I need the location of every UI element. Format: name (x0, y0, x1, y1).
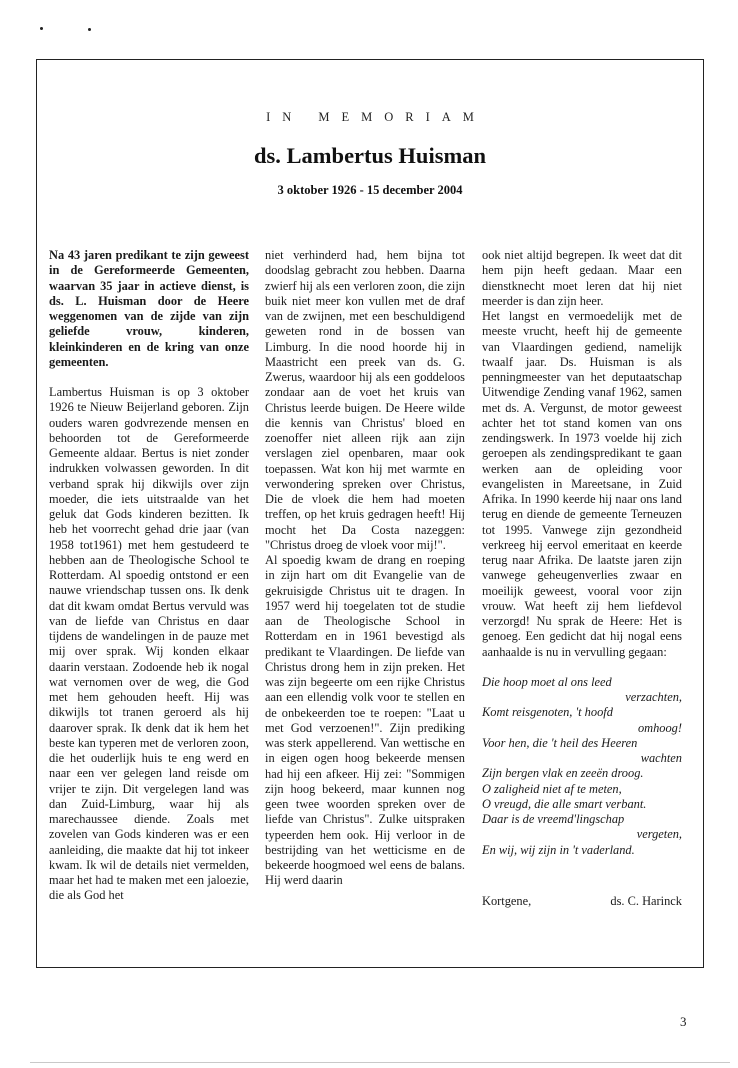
body-paragraph-5: Het langst en vermoedelijk met de meeste vrucht, heeft hij de gemeente van Vlaardingen gediend, namelijk twaalf jaar. Ds. Huisman is als penningmeester van het deputaatschap Uitwendige Zending vanaf 1962, samen met ds. A. Vergunst, de motor geweest achter het tot stand komen van ons zendingswerk. In 1973 voelde hij zich geroepen als zendingspredikant te gaan werken aan de opleiding voor evangelisten in Mareetsane, in Zuid Afrika. In 1990 keerde hij naar ons land terug en diende de gemeente Terneuzen tot 1995. Vanwege zijn gezondheid verkreeg hij eervol emeritaat en keerde terug naar Afrika. De laatste jaren zijn vanwege geheugenverlies zwaar en moeilijk geweest, vooral voor zijn vrouw. Wat heeft zij hem liefdevol verzorgd! Nu sprak de Heere: Het is genoeg. Een gedicht dat hij nogal eens aanhaalde is nu in vervulling gegaan: (482, 309, 682, 659)
signature-author: ds. C. Harinck (610, 893, 682, 908)
kicker: IN MEMORIAM (266, 110, 486, 124)
poem-line: Die hoop moet al ons leed (482, 674, 612, 689)
body-paragraph-2: niet verhinderd had, hem bijna tot doodslag gebracht zou hebben. Daarna zwierf hij als een verloren zoon, die zijn buik niet meer kon vullen met de draf van de zwijnen, met een beschuldigend geweten rond in de bossen van Limburg. In die nood hoorde hij in Maastricht een preek van ds. G. Zwerus, waardoor hij als een goddeloos zondaar aan de voet het kruis van Christus leerde buigen. De Heere wilde die kennis van Christus' bloed en zoenoffer niet alleen rijk aan zijn verslagen ziel openbaren, maar ook toepassen. Wat kon hij met warmte en verwondering spreken over Christus, Die de vloek die hem had moeten treffen, op het kruis gedragen heeft! Hij mocht het Da Costa nazeggen: "Christus droeg de vloek voor mij!". (265, 248, 465, 552)
poem-line: Voor hen, die 't heil des Heeren (482, 735, 638, 750)
poem-line: omhoog! (637, 720, 682, 735)
poem-line: vergeten, (636, 827, 682, 842)
poem-line: O vreugd, die alle smart verbant. (482, 796, 647, 811)
poem-line: O zaligheid niet af te meten, (482, 781, 622, 796)
poem-line: Zijn bergen vlak en zeeën droog. (482, 766, 644, 781)
body-paragraph-1: Lambertus Huisman is op 3 oktober 1926 te Nieuw Beijerland geboren. Zijn ouders waren godvrezende mensen en behoorden tot de Gereformeerde Gemeente aldaar. Bertus is niet zonder indrukken volwassen geworden. In dit verband sprak hij dikwijls over zijn moeder, die iets uitstraalde van het geluk dat Gods kinderen bezitten. Ik heb het voorrecht gehad drie jaar (van 1958 tot1961) met hem gestudeerd te hebben aan de Theologische School te Rotterdam. Al spoedig ontstond er een nauwe vriendschap tussen ons. Ik denk dat dit kwam omdat Bertus vervuld was van de liefde van Christus en daar tijdens de wandelingen in de pauze met mij over sprak. Wij konden elkaar daarin verstaan. Zodoende heb ik nogal wat vernomen over de weg, die God met hem gehouden heeft. Hij was dikwijls tot tranen geroerd als hij daarover sprak. Ik denk dat ik hem het beste kan typeren met de verloren zoon, die het ouderlijk huis te eng werd en naar een ver gelegen land reisde om vrijer te zijn. Dit vergelegen land was dan Zuid-Limburg, waar hij als marechaussee diende. Zoals met zovelen van Gods kinderen was er een aanleiding, die maakte dat hij tot inkeer kwam. Ik wil de details niet vermelden, maar het had te maken met een jaloezie, die als God het (49, 385, 249, 903)
poem-line: En wij, wij zijn in 't vaderland. (482, 842, 635, 857)
poem-line: Daar is de vreemd'lingschap (482, 812, 625, 826)
life-dates: 3 oktober 1926 - 15 december 2004 (277, 183, 463, 197)
page-number: 3 (680, 1014, 687, 1029)
column-3 (482, 248, 682, 909)
poem-line: verzachten, (625, 690, 682, 704)
column-1 (49, 248, 249, 904)
body-paragraph-4: ook niet altijd begrepen. Ik weet dat dit hem pijn heeft gedaan. Maar een dienstknecht moet leren dat hij niet meerder is dan zijn heer. (482, 248, 682, 308)
signature (482, 894, 682, 909)
scan-edge (30, 1062, 730, 1063)
poem-line: wachten (640, 751, 682, 765)
signature-place: Kortgene, (482, 893, 532, 908)
poem-line: Komt reisgenoten, 't hoofd (482, 705, 613, 720)
scan-speck (40, 27, 43, 30)
intro-paragraph: Na 43 jaren predikant te zijn geweest in de Gereformeerde Gemeenten, waarvan 35 jaar in actieve dienst, is ds. L. Huisman door de Heere weggenomen van de zijde van zijn geliefde vrouw, kinderen, kleinkinderen en de kring van onze gemeenten. (49, 248, 249, 369)
scan-speck (88, 28, 91, 31)
body-paragraph-3: Al spoedig kwam de drang en roeping in zijn hart om dit Evangelie van de gekruisigde Christus uit te dragen. In 1957 werd hij toegelaten tot de studie aan de Theologische School in Rotterdam en in 1961 bevestigd als predikant te Vlaardingen. De liefde van Christus drong hem in zijn preken. Het was zijn begeerte om een rijke Christus aan een ellendig volk voor te stellen en de onbekeerden toe te roepen: "Laat u met God verzoenen!". Zijn prediking was sterk appellerend. Van wettische en in eigen ogen hoog bekeerde mensen had hij een afkeer. Hij zei: "Sommigen zijn hoog bekeerd, maar kunnen nog geen twee woorden spreken over de liefde van Christus". Zulke uitspraken typeerden hem ook. Hij verloor in de bestrijding van het wetticisme en de bekeerde hoogmoed wel eens de balans. Hij werd daarin (265, 553, 465, 888)
article-frame (36, 59, 704, 968)
poem (482, 675, 682, 858)
column-2 (265, 248, 465, 889)
page-title: ds. Lambertus Huisman (254, 143, 486, 168)
